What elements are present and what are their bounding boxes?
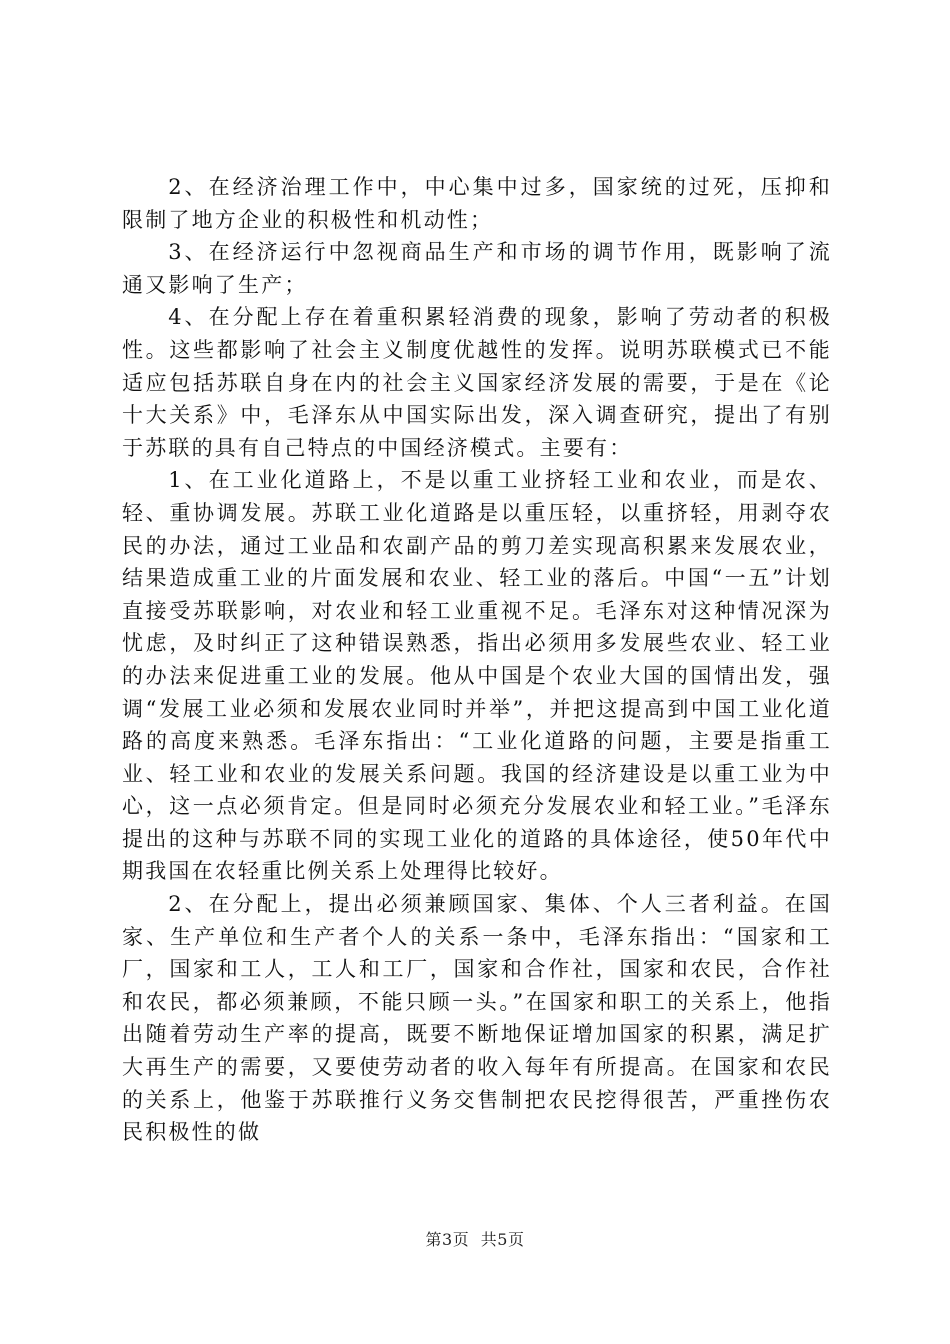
paragraph-item-3: 3、在经济运行中忽视商品生产和市场的调节作用，既影响了流通又影响了生产； xyxy=(122,240,832,297)
document-body xyxy=(122,171,832,1149)
paragraph-item-4: 4、在分配上存在着重积累轻消费的现象，影响了劳动者的积极性。这些都影响了社会主义制度优越性的发挥。说明苏联模式已不能适应包括苏联自身在内的社会主义国家经济发展的需要，于是在《论十大关系》中，毛泽东从中国实际出发，深入调查研究，提出了有别于苏联的具有自己特点的中国经济模式。主要有： xyxy=(122,305,832,460)
page-footer xyxy=(0,1227,950,1250)
page-number: 第3页 xyxy=(425,1230,470,1249)
page-total: 共5页 xyxy=(480,1230,525,1249)
paragraph-distribution: 2、在分配上，提出必须兼顾国家、集体、个人三者利益。在国家、生产单位和生产者个人的关系一条中，毛泽东指出：“国家和工厂，国家和工人，工人和工厂，国家和合作社，国家和农民，合作社和农民，都必须兼顾，不能只顾一头。”在国家和职工的关系上，他指出随着劳动生产率的提高，既要不断地保证增加国家的积累，满足扩大再生产的需要，又要使劳动者的收入每年有所提高。在国家和农民的关系上，他鉴于苏联推行义务交售制把农民挖得很苦，严重挫伤农民积极性的做 xyxy=(122,892,832,1145)
paragraph-industrialization: 1、在工业化道路上，不是以重工业挤轻工业和农业，而是农、轻、重协调发展。苏联工业化道路是以重压轻，以重挤轻，用剥夺农民的办法，通过工业品和农副产品的剪刀差实现高积累来发展农业，结果造成重工业的片面发展和农业、轻工业的落后。中国“一五”计划直接受苏联影响，对农业和轻工业重视不足。毛泽东对这种情况深为忧虑，及时纠正了这种错误熟悉，指出必须用多发展些农业、轻工业的办法来促进重工业的发展。他从中国是个农业大国的国情出发，强调“发展工业必须和发展农业同时并举”，并把这提高到中国工业化道路的高度来熟悉。毛泽东指出：“工业化道路的问题，主要是指重工业、轻工业和农业的发展关系问题。我国的经济建设是以重工业为中心，这一点必须肯定。但是同时必须充分发展农业和轻工业。”毛泽东提出的这种与苏联不同的实现工业化的道路的具体途径，使50年代中期我国在农轻重比例关系上处理得比较好。 xyxy=(122,468,832,884)
paragraph-item-2: 2、在经济治理工作中，中心集中过多，国家统的过死，压抑和限制了地方企业的积极性和机动性； xyxy=(122,175,832,232)
